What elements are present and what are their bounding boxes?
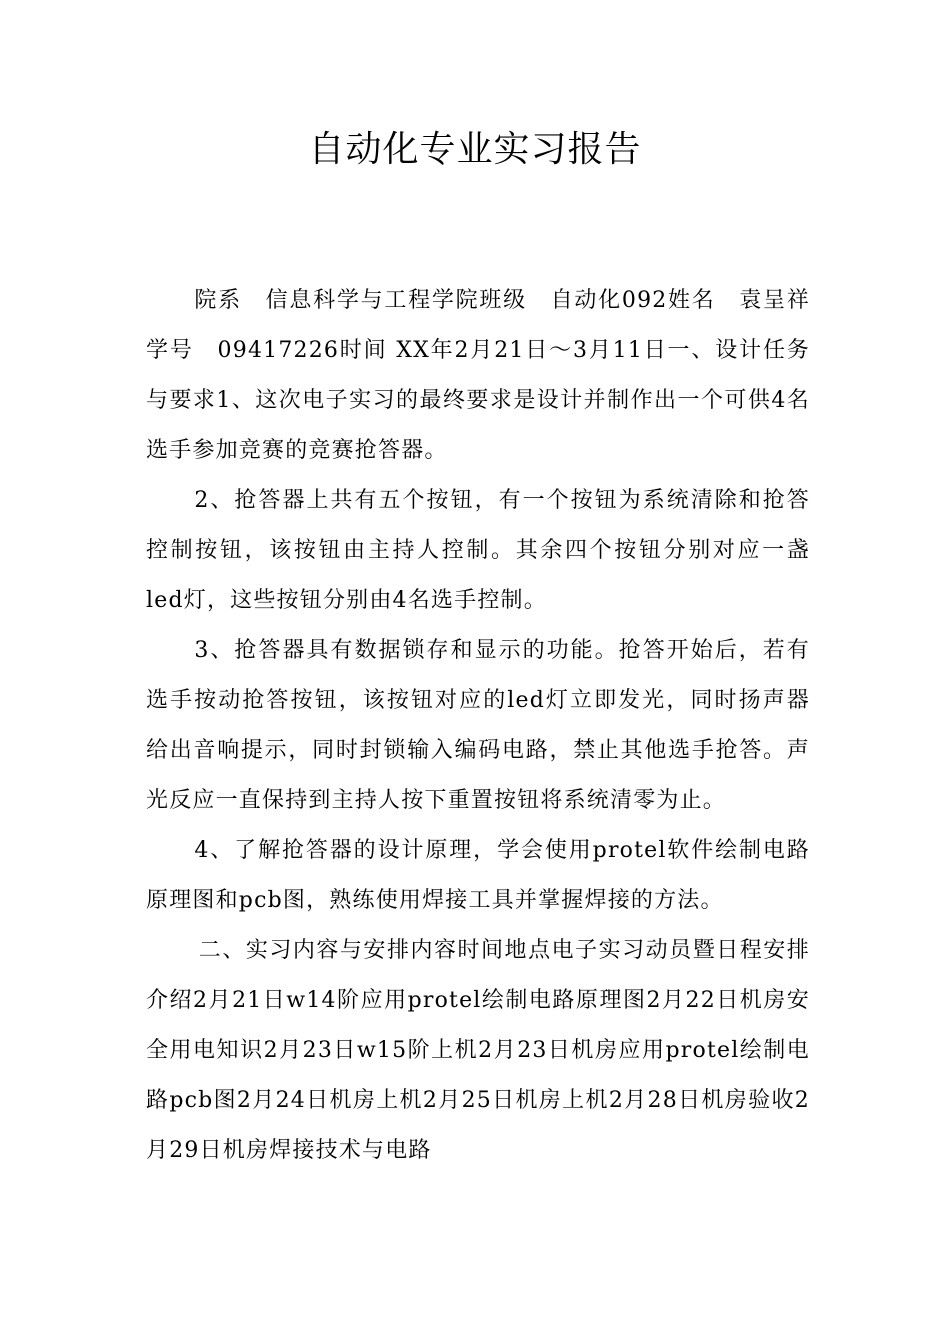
paragraph-requirement-3: 3、抢答器具有数据锁存和显示的功能。抢答开始后，若有选手按动抢答按钮，该按钮对应的led灯立即发光，同时扬声器给出音响提示，同时封锁输入编码电路，禁止其他选手抢答。声光反应一直保持到主持人按下重置按钮将系统清零为止。 <box>146 638 810 813</box>
document-body <box>146 276 810 1176</box>
paragraph-schedule: 二、实习内容与安排内容时间地点电子实习动员暨日程安排介绍2月21日w14阶应用protel绘制电路原理图2月22日机房安全用电知识2月23日w15阶上机2月23日机房应用protel绘制电路pcb图2月24日机房上机2月25日机房上机2月28日机房验收2月29日机房焊接技术与电路 <box>146 938 810 1163</box>
page-title: 自动化专业实习报告 <box>308 129 642 170</box>
paragraph-requirement-2: 2、抢答器上共有五个按钮，有一个按钮为系统清除和抢答控制按钮，该按钮由主持人控制。其余四个按钮分别对应一盏led灯，这些按钮分别由4名选手控制。 <box>146 488 810 613</box>
paragraph-header-info: 院系 信息科学与工程学院班级 自动化092姓名 袁呈祥学号 09417226时间 XX年2月21日～3月11日一、设计任务与要求1、这次电子实习的最终要求是设计并制作出一个可供4名选手参加竞赛的竞赛抢答器。 <box>146 288 810 463</box>
paragraph-requirement-4: 4、了解抢答器的设计原理，学会使用protel软件绘制电路原理图和pcb图，熟练使用焊接工具并掌握焊接的方法。 <box>146 838 810 913</box>
